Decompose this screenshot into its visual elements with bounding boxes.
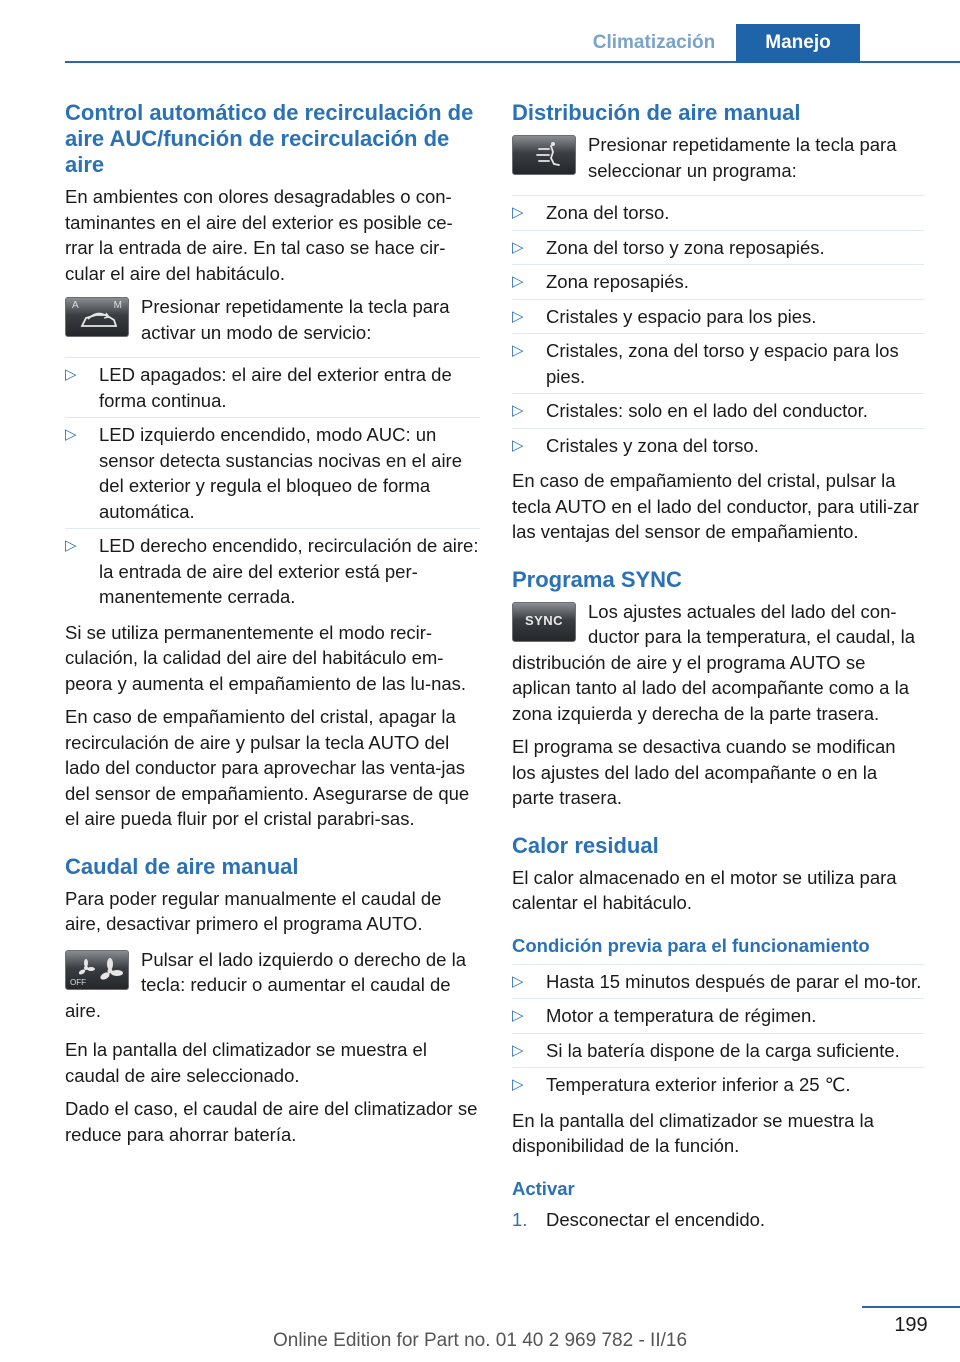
fan-button-icon bbox=[65, 950, 129, 990]
distribution-key-row bbox=[512, 132, 924, 183]
program-text: Zona reposapiés. bbox=[546, 271, 689, 292]
left-column bbox=[65, 100, 480, 1155]
sync-heading: Programa SYNC bbox=[512, 566, 682, 592]
precondition-list bbox=[512, 964, 924, 1102]
flow-paragraph-1: En la pantalla del climatizador se muestra el caudal de aire seleccionado. bbox=[65, 1039, 427, 1086]
condition-text: Motor a temperatura de régimen. bbox=[546, 1005, 817, 1026]
list-item bbox=[512, 333, 924, 393]
flow-intro: Para poder regular manualmente el caudal de aire, desactivar primero el programa AUTO. bbox=[65, 887, 442, 934]
right-column bbox=[512, 100, 924, 1232]
sync-key-block bbox=[512, 599, 924, 735]
list-item bbox=[512, 230, 924, 265]
auc-mode-text: LED izquierdo encendido, modo AUC: un sensor detecta sustancias nocivas en el aire del exterior y regula el bloqueo de forma automática. bbox=[99, 424, 463, 522]
auc-mode-list bbox=[65, 357, 480, 614]
flow-heading: Caudal de aire manual bbox=[65, 853, 299, 879]
triangle-bullet-icon: ▷ bbox=[512, 1007, 524, 1024]
auc-paragraph-1: Si se utiliza permanentemente el modo recir-culación, la calidad del aire del habitáculo em-peora y aumenta el empañamiento de las lu-nas. bbox=[65, 621, 467, 694]
sync-paragraph-2: El programa se desactiva cuando se modifican los ajustes del lado del acompañante o en la parte trasera. bbox=[512, 736, 896, 808]
auc-key-text: Presionar repetidamente la tecla para activar un modo de servicio: bbox=[141, 296, 450, 343]
list-item bbox=[512, 428, 924, 463]
program-text: Cristales, zona del torso y espacio para los pies. bbox=[546, 340, 899, 387]
program-text: Cristales y zona del torso. bbox=[546, 434, 759, 456]
triangle-bullet-icon: ▷ bbox=[512, 342, 524, 359]
sync-text: Los ajustes actuales del lado del con-ductor para la temperatura, el caudal, la distribución de aire y el programa AUTO se aplican tanto al lado del acompañante como a la zona izquierda y derecha de la parte trasera. bbox=[512, 600, 916, 724]
step-number: 1. bbox=[512, 1208, 528, 1230]
list-item bbox=[65, 358, 480, 417]
auc-key-letter-m: M bbox=[113, 300, 122, 311]
triangle-bullet-icon: ▷ bbox=[512, 402, 524, 419]
auc-paragraph-2: En caso de empañamiento del cristal, apagar la recirculación de aire y pulsar la tecla AUTO del lado del conductor para aprovechar las venta-jas del sensor de empañamiento. Asegurarse de que el aire pueda fluir por el cristal parabri-sas. bbox=[65, 706, 470, 829]
tab-climatizacion[interactable]: Climatización bbox=[592, 32, 716, 53]
triangle-bullet-icon: ▷ bbox=[512, 273, 524, 290]
recirculation-button-icon bbox=[65, 297, 129, 337]
auc-key-row bbox=[65, 294, 480, 345]
page-number: 199 bbox=[894, 1314, 928, 1336]
flow-paragraph-2: Dado el caso, el caudal de aire del climatizador se reduce para ahorrar batería. bbox=[65, 1098, 478, 1145]
list-item bbox=[512, 196, 924, 230]
fan-key-off-label: OFF bbox=[70, 977, 86, 987]
distribution-heading: Distribución de aire manual bbox=[512, 100, 801, 125]
distribution-key-text: Presionar repetidamente la tecla para seleccionar un programa: bbox=[588, 134, 897, 181]
list-item bbox=[512, 393, 924, 428]
triangle-bullet-icon: ▷ bbox=[512, 1076, 524, 1093]
residual-heat-intro: El calor almacenado en el motor se utiliza para calentar el habitáculo. bbox=[512, 866, 897, 913]
list-item bbox=[65, 417, 480, 528]
triangle-bullet-icon: ▷ bbox=[512, 238, 524, 256]
condition-text: Temperatura exterior inferior a 25 ℃. bbox=[546, 1074, 851, 1095]
sync-button-icon bbox=[512, 602, 576, 642]
flow-key-block bbox=[65, 947, 480, 1038]
precondition-heading: Condición previa para el funcionamiento bbox=[512, 934, 870, 956]
list-item bbox=[512, 264, 924, 299]
auc-heading: Control automático de recirculación de aire AUC/función de recirculación de aire bbox=[65, 100, 474, 177]
activate-steps bbox=[512, 1207, 924, 1233]
activate-heading: Activar bbox=[512, 1177, 575, 1199]
condition-text: Si la batería dispone de la carga suficiente. bbox=[546, 1039, 900, 1061]
triangle-bullet-icon: ▷ bbox=[65, 426, 77, 443]
tab-manejo[interactable]: Manejo bbox=[736, 24, 860, 63]
triangle-bullet-icon: ▷ bbox=[512, 307, 524, 325]
program-text: Zona del torso y zona reposapiés. bbox=[546, 236, 825, 258]
distribution-program-list bbox=[512, 195, 924, 462]
step-text: Desconectar el encendido. bbox=[546, 1208, 766, 1230]
program-text: Zona del torso. bbox=[546, 202, 670, 223]
auc-key-letter-a: A bbox=[72, 300, 79, 311]
residual-heat-paragraph: En la pantalla del climatizador se muestra la disponibilidad de la función. bbox=[512, 1109, 874, 1156]
list-item bbox=[512, 1067, 924, 1102]
condition-text: Hasta 15 minutos después de parar el mo-tor. bbox=[546, 970, 922, 992]
air-distribution-button-icon bbox=[512, 135, 576, 175]
program-text: Cristales y espacio para los pies. bbox=[546, 305, 817, 327]
list-item bbox=[512, 1207, 924, 1233]
auc-mode-text: LED derecho encendido, recirculación de aire: la entrada de aire del exterior está per-manentemente cerrada. bbox=[99, 535, 479, 607]
list-item bbox=[512, 299, 924, 334]
edition-footer: Online Edition for Part no. 01 40 2 969 782 - II/16 bbox=[272, 1330, 688, 1351]
residual-heat-heading: Calor residual bbox=[512, 832, 659, 858]
auc-mode-text: LED apagados: el aire del exterior entra de forma continua. bbox=[99, 364, 452, 411]
triangle-bullet-icon: ▷ bbox=[512, 204, 524, 221]
triangle-bullet-icon: ▷ bbox=[512, 436, 524, 454]
program-text: Cristales: solo en el lado del conductor. bbox=[546, 400, 868, 421]
flow-key-text: Pulsar el lado izquierdo o derecho de la tecla: reducir o aumentar el caudal de aire. bbox=[65, 948, 466, 1021]
triangle-bullet-icon: ▷ bbox=[512, 1041, 524, 1059]
list-item bbox=[512, 998, 924, 1033]
list-item bbox=[65, 528, 480, 614]
distribution-paragraph: En caso de empañamiento del cristal, pulsar la tecla AUTO en el lado del conductor, para utili-zar las ventajas del sensor de empañamiento. bbox=[512, 470, 919, 542]
footer-rule bbox=[862, 1306, 960, 1308]
triangle-bullet-icon: ▷ bbox=[512, 972, 524, 990]
list-item bbox=[512, 1033, 924, 1068]
auc-intro: En ambientes con olores desagradables o con-taminantes en el aire del exterior es posible ce-rrar la entrada de aire. En tal caso se hace cir-cular el aire del habitáculo. bbox=[65, 186, 453, 284]
sync-key-label: SYNC bbox=[524, 612, 564, 628]
triangle-bullet-icon: ▷ bbox=[65, 537, 77, 554]
triangle-bullet-icon: ▷ bbox=[65, 366, 77, 383]
list-item bbox=[512, 965, 924, 999]
